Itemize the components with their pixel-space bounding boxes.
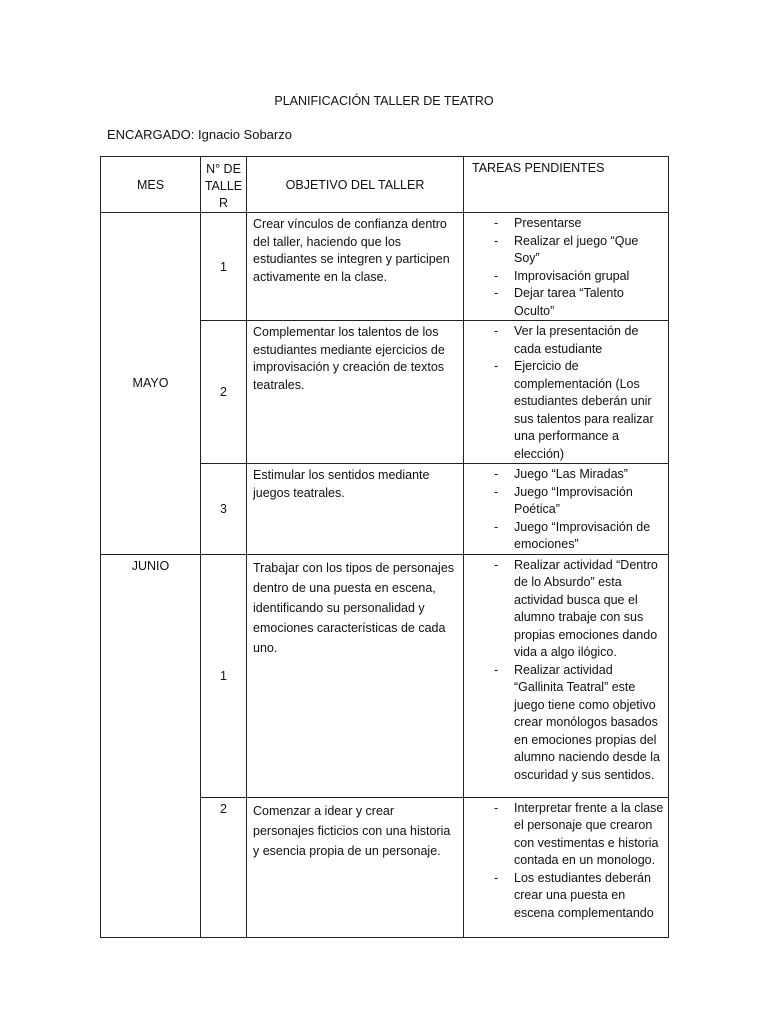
- tareas-cell: [464, 321, 669, 464]
- task-item: - Realizar actividad “Gallinita Teatral” este juego tiene como objetivo crear monólogos basados en emociones propias del alumno naciendo desde la oscuridad y sus sentidos.: [464, 662, 664, 785]
- task-item: - Dejar tarea “Talento Oculto”: [464, 285, 664, 320]
- task-item: - Ver la presentación de cada estudiante: [464, 323, 664, 358]
- month-cell: JUNIO: [101, 554, 201, 937]
- objetivo-cell: Comenzar a idear y crear personajes ficticios con una historia y esencia propia de un personaje.: [247, 797, 464, 937]
- planning-table: [100, 156, 669, 938]
- objetivo-cell: Trabajar con los tipos de personajes dentro de una puesta en escena, identificando su personalidad y emociones características de cada uno.: [247, 554, 464, 797]
- task-item: - Presentarse: [464, 215, 664, 233]
- tareas-cell: [464, 464, 669, 555]
- taller-number: 3: [201, 464, 247, 555]
- header-numero: N° DE TALLE R: [201, 157, 247, 213]
- taller-number: 2: [201, 797, 247, 937]
- taller-number: 1: [201, 213, 247, 321]
- tareas-cell: [464, 554, 669, 797]
- table-row: [101, 554, 669, 797]
- task-item: - Interpretar frente a la clase el personaje que crearon con vestimentas e historia contada en un monologo.: [464, 800, 664, 870]
- taller-number: 2: [201, 321, 247, 464]
- header-row: [101, 157, 669, 213]
- task-item: - Realizar actividad “Dentro de lo Absurdo” esta actividad busca que el alumno trabaje con sus propias emociones dando vida a algo ilógico.: [464, 557, 664, 662]
- task-item: - Realizar el juego “Que Soy”: [464, 233, 664, 268]
- owner-line: ENCARGADO: Ignacio Sobarzo: [107, 127, 292, 142]
- month-cell: MAYO: [101, 213, 201, 555]
- table-row: [101, 213, 669, 321]
- document-title: PLANIFICACIÓN TALLER DE TEATRO: [274, 94, 494, 108]
- tareas-cell: [464, 797, 669, 937]
- task-item: - Juego “Improvisación de emociones”: [464, 519, 664, 554]
- task-item: - Los estudiantes deberán crear una puesta en escena complementando: [464, 870, 664, 923]
- tareas-cell: [464, 213, 669, 321]
- task-item: - Improvisación grupal: [464, 268, 664, 286]
- task-item: - Ejercicio de complementación (Los estudiantes deberán unir sus talentos para realizar una performance a elección): [464, 358, 664, 463]
- header-objetivo: OBJETIVO DEL TALLER: [247, 157, 464, 213]
- objetivo-cell: Complementar los talentos de los estudiantes mediante ejercicios de improvisación y creación de textos teatrales.: [247, 321, 464, 464]
- header-mes: MES: [101, 157, 201, 213]
- task-item: - Juego “Las Miradas”: [464, 466, 664, 484]
- taller-number: 1: [201, 554, 247, 797]
- header-tareas: TAREAS PENDIENTES: [464, 157, 669, 213]
- objetivo-cell: Estimular los sentidos mediante juegos teatrales.: [247, 464, 464, 555]
- task-item: - Juego “Improvisación Poética”: [464, 484, 664, 519]
- objetivo-cell: Crear vínculos de confianza dentro del taller, haciendo que los estudiantes se integren y participen activamente en la clase.: [247, 213, 464, 321]
